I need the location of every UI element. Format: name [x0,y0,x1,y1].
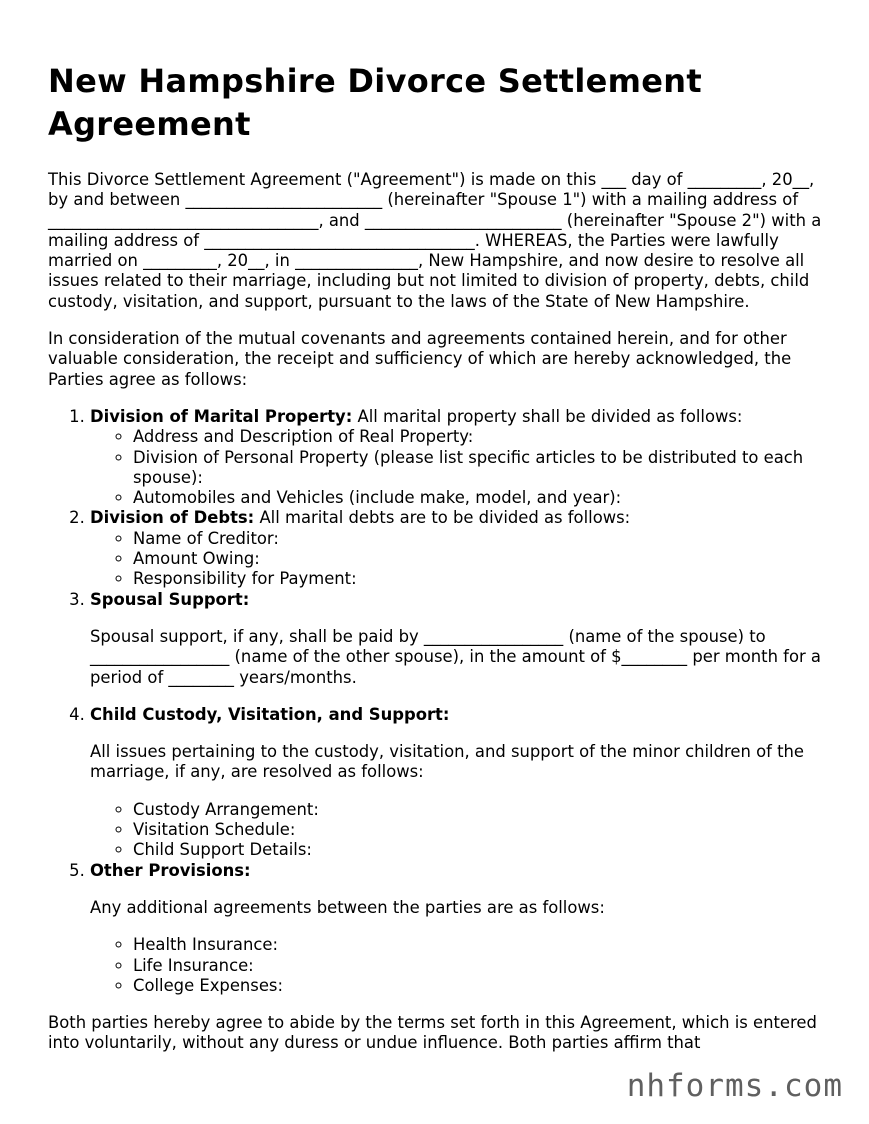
section-spousal-support [90,590,823,688]
section-text: Spousal support, if any, shall be paid by _________________ (name of the spouse) to _________________ (name of the other spouse), in the amount of $________ per month for a period of ________ years/months. [90,626,821,687]
closing-paragraph: Both parties hereby agree to abide by the terms set forth in this Agreement, which is entered into voluntarily, without any duress or undue influence. Both parties affirm that [48,1013,817,1053]
section-heading: Child Custody, Visitation, and Support: [90,704,450,724]
list-item: ◦ Life Insurance: [133,956,823,976]
intro-paragraph: This Divorce Settlement Agreement ("Agreement") is made on this ___ day of _________, 20__, by and between ________________________ (hereinafter "Spouse 1") with a mailing address of _________________________________, and ________________________ (hereinafter "Spouse 2") with a mailing address of _________________________________. WHEREAS, the Parties were lawfully married on _________, 20__, in _______________, New Hampshire, and now desire to resolve all issues related to their marriage, including but not limited to division of property, debts, child custody, visitation, and support, pursuant to the laws of the State of New Hampshire. [48,170,822,311]
list-item: ◦ Name of Creditor: [133,529,823,549]
consideration-paragraph: In consideration of the mutual covenants and agreements contained herein, and for other valuable consideration, the receipt and sufficiency of which are hereby acknowledged, the Parties agree as follows: [48,329,792,389]
section-text: All marital debts are to be divided as follows: [254,508,631,528]
list-item: ◦ Visitation Schedule: [133,820,823,840]
debts-items [90,529,823,590]
watermark-logo: nhforms.com [626,1068,843,1104]
other-items [90,935,823,996]
section-text: All marital property shall be divided as follows: [352,406,743,426]
section-heading: Division of Marital Property: [90,406,353,426]
list-item: ◦ Health Insurance: [133,935,823,955]
section-heading: Spousal Support: [90,589,250,609]
agreement-sections [48,407,823,996]
section-child-custody [90,705,823,861]
section-text: Any additional agreements between the parties are as follows: [90,897,605,917]
property-items [90,427,823,508]
section-heading: Other Provisions: [90,860,251,880]
list-item: ◦ Automobiles and Vehicles (include make, model, and year): [133,488,823,508]
section-text: All issues pertaining to the custody, visitation, and support of the minor children of the marriage, if any, are resolved as follows: [90,742,804,782]
section-other-provisions [90,861,823,996]
list-item: ◦ Amount Owing: [133,549,823,569]
list-item: ◦ Address and Description of Real Property: [133,427,823,447]
section-debts [90,508,823,589]
document-title: New Hampshire Divorce Settlement Agreement [48,62,702,143]
custody-items [90,800,823,861]
document-page [48,60,823,1071]
section-property [90,407,823,508]
list-item: ◦ Child Support Details: [133,840,823,860]
list-item: ◦ Responsibility for Payment: [133,569,823,589]
section-heading: Division of Debts: [90,508,255,528]
list-item: ◦ Division of Personal Property (please list specific articles to be distributed to each spouse): [133,448,823,489]
list-item: ◦ College Expenses: [133,976,823,996]
list-item: ◦ Custody Arrangement: [133,800,823,820]
